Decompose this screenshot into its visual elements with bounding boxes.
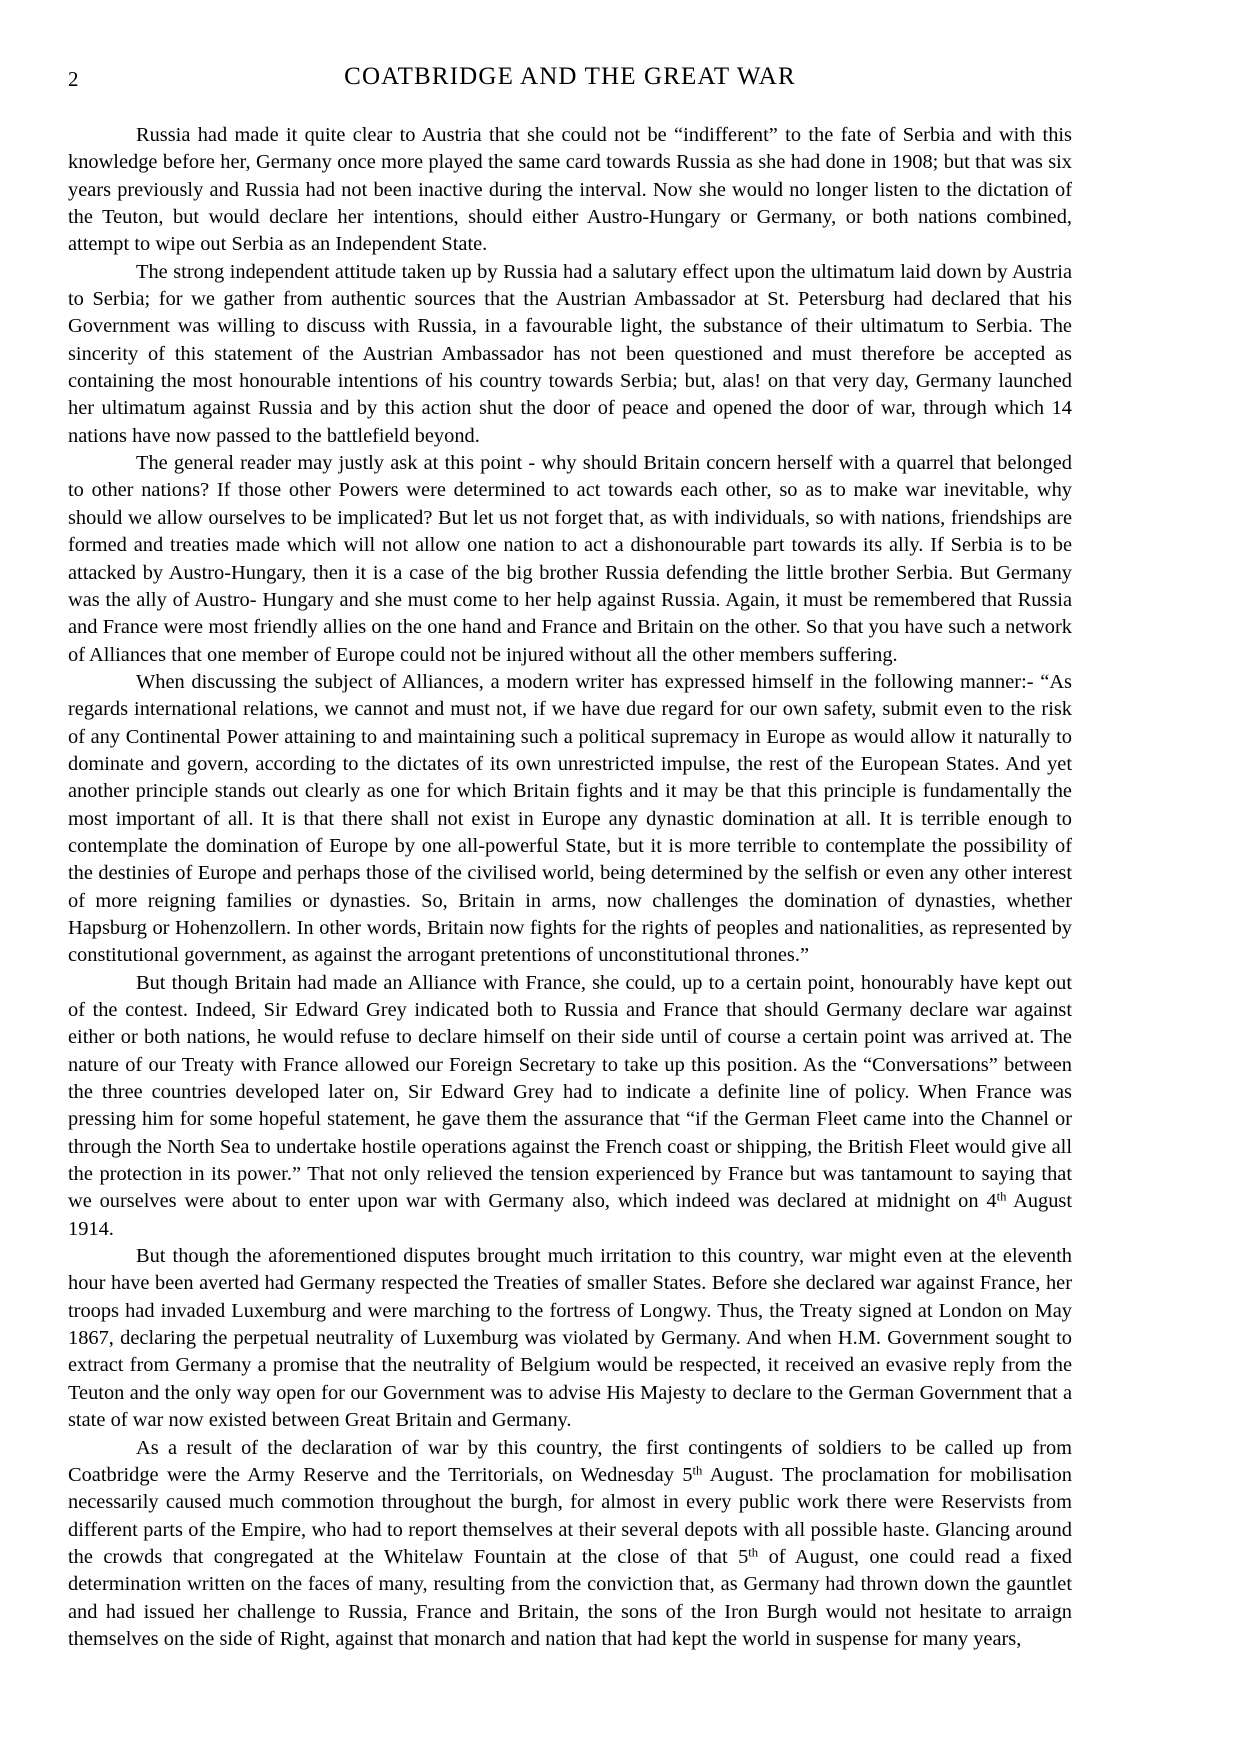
running-head-title: COATBRIDGE AND THE GREAT WAR (344, 63, 796, 90)
paragraph-1: Russia had made it quite clear to Austria that she could not be “indifferent” to the fate of Serbia and with this knowledge before her, Germany once more played the same card towards Russia as she had done in 1908; but that was six years previously and Russia had not been inactive during the interval. Now she would no longer listen to the dictation of the Teuton, but would declare her intentions, should either Austro-Hungary or Germany, or both nations combined, attempt to wipe out Serbia as an Independent State. (68, 124, 1072, 256)
paragraph-6: But though the aforementioned disputes brought much irritation to this country, war might even at the eleventh hour have been averted had Germany respected the Treaties of smaller States. Before she declared war against France, her troops had invaded Luxemburg and were marching to the fortress of Longwy. Thus, the Treaty signed at London on May 1867, declaring the perpetual neutrality of Luxemburg was violated by Germany. And when H.M. Government sought to extract from Germany a promise that the neutrality of Belgium would be respected, it received an evasive reply from the Teuton and the only way open for our Government was to advise His Majesty to declare to the German Government that a state of war now existed between Great Britain and Germany. (68, 1245, 1072, 1432)
paragraph-7: As a result of the declaration of war by this country, the first contingents of soldiers to be called up from Coatbridge were the Army Reserve and the Territorials, on Wednesday 5th August. The proclamation for mobilisation necessarily caused much commotion throughout the burgh, for almost in every public work there were Reservists from different parts of the Empire, who had to report themselves at their several depots with all possible haste. Glancing around the crowds that congregated at the Whitelaw Fountain at the close of that 5th of August, one could read a fixed determination written on the faces of many, resulting from the conviction that, as Germany had thrown down the gauntlet and had issued her challenge to Russia, France and Britain, the sons of the Iron Burgh would not hesitate to arraign themselves on the side of Right, against that monarch and nation that had kept the world in suspense for many years, (68, 1436, 1073, 1650)
paragraph-2: The strong independent attitude taken up by Russia had a salutary effect upon the ultimatum laid down by Austria to Serbia; for we gather from authentic sources that the Austrian Ambassador at St. Petersburg had declared that his Government was willing to discuss with Russia, in a favourable light, the substance of their ultimatum to Serbia. The sincerity of this statement of the Austrian Ambassador has not been questioned and must therefore be accepted as containing the most honourable intentions of his country towards Serbia; but, alas! on that very day, Germany launched her ultimatum against Russia and by this action shut the door of peace and opened the door of war, through which 14 nations have now passed to the battlefield beyond. (68, 260, 1072, 447)
running-head (68, 62, 1072, 96)
paragraph-5: But though Britain had made an Alliance with France, she could, up to a certain point, honourably have kept out of the contest. Indeed, Sir Edward Grey indicated both to Russia and France that should Germany declare war against either or both nations, he would refuse to declare himself on their side until of course a certain point was arrived at. The nature of our Treaty with France allowed our Foreign Secretary to take up this position. As the “Conversations” between the three countries developed later on, Sir Edward Grey had to indicate a definite line of policy. When France was pressing him for some hopeful statement, he gave them the assurance that “if the German Fleet came into the Channel or through the North Sea to undertake hostile operations against the French coast or shipping, the British Fleet would give all the protection in its power.” That not only relieved the tension experienced by France but was tantamount to saying that we ourselves were about to enter upon war with Germany also, which indeed was declared at midnight on 4th August 1914. (68, 971, 1073, 1240)
page-number: 2 (68, 67, 79, 91)
paragraph-3: The general reader may justly ask at this point - why should Britain concern herself with a quarrel that belonged to other nations? If those other Powers were determined to act towards each other, so as to make war inevitable, why should we allow ourselves to be implicated? But let us not forget that, as with individuals, so with nations, friendships are formed and treaties made which will not allow one nation to act a dishonourable part towards its ally. If Serbia is to be attacked by Austro-Hungary, then it is a case of the big brother Russia defending the little brother Serbia. But Germany was the ally of Austro- Hungary and she must come to her help against Russia. Again, it must be remembered that Russia and France were most friendly allies on the one hand and France and Britain on the other. So that you have such a network of Alliances that one member of Europe could not be injured without all the other members suffering. (68, 452, 1072, 666)
paragraph-4: When discussing the subject of Alliances, a modern writer has expressed himself in the following manner:- “As regards international relations, we cannot and must not, if we have due regard for our own safety, submit even to the risk of any Continental Power attaining to and maintaining such a political supremacy in Europe as would allow it naturally to dominate and govern, according to the dictates of its own unrestricted impulse, the rest of the European States. And yet another principle stands out clearly as one for which Britain fights and it may be that this principle is fundamentally the most important of all. It is that there shall not exist in Europe any dynastic domination at all. It is terrible enough to contemplate the domination of Europe by one all-powerful State, but it is more terrible to contemplate the possibility of the destinies of Europe and perhaps those of the civilised world, being determined by the selfish or even any other interest of more reigning families or dynasties. So, Britain in arms, now challenges the domination of dynasties, whether Hapsburg or Hohenzollern. In other words, Britain now fights for the rights of peoples and nationalities, as represented by constitutional government, as against the arrogant pretentions of unconstitutional thrones.” (68, 670, 1072, 967)
body-text-block (68, 122, 1072, 1653)
